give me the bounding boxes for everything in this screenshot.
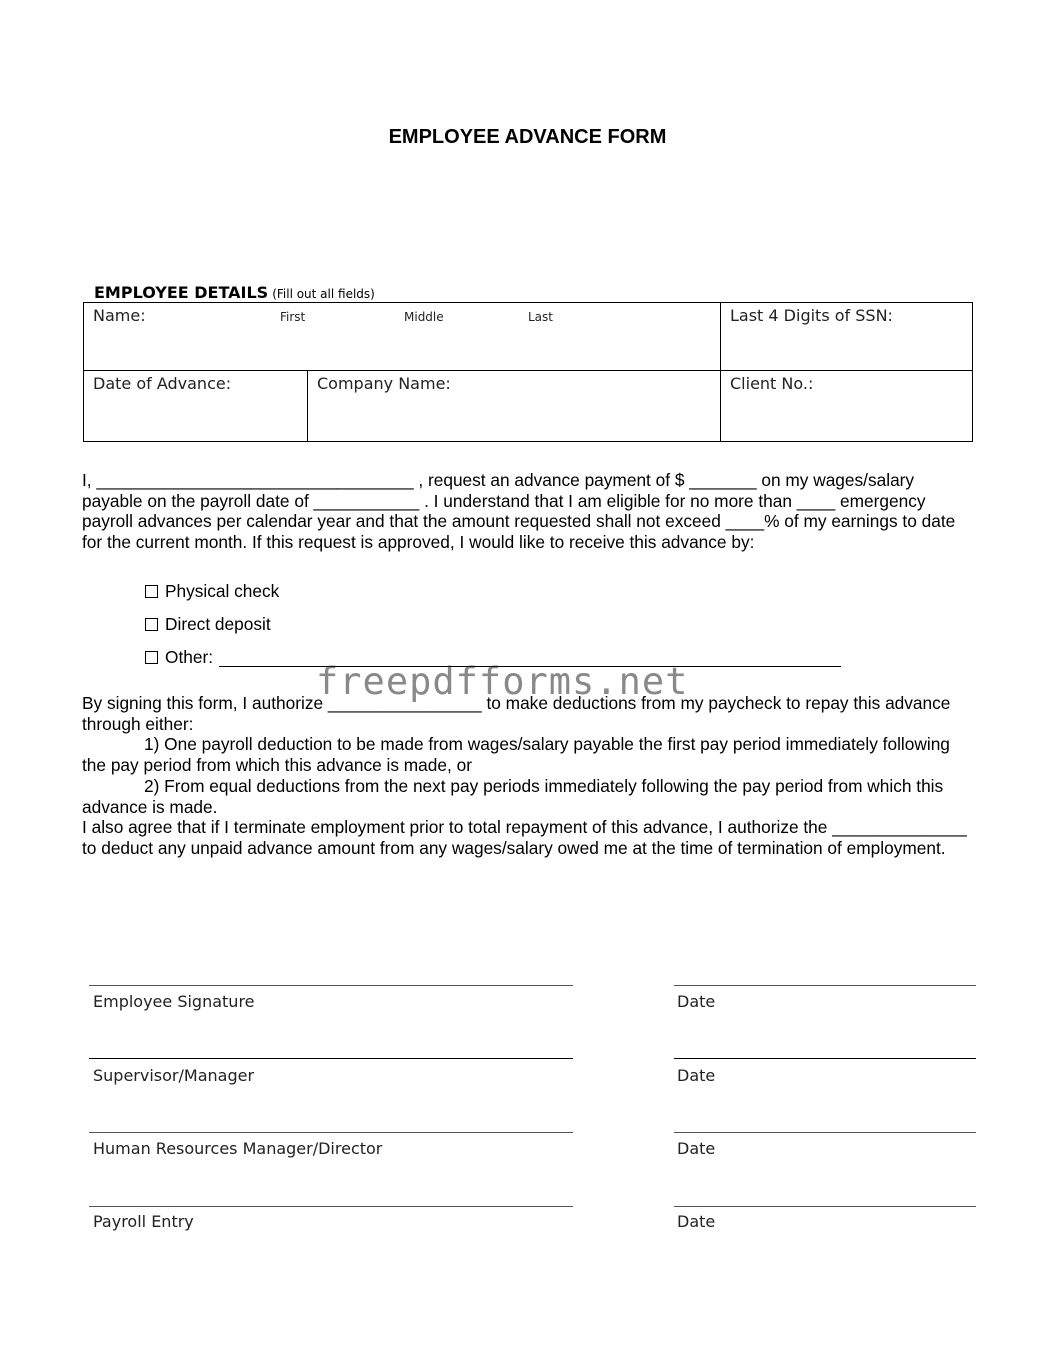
- authorization-paragraph: [82, 693, 972, 859]
- authorization-intro: By signing this form, I authorize ________________ to make deductions from my paycheck to repay this advance through either:: [82, 693, 951, 734]
- checkbox-icon[interactable]: [145, 651, 158, 664]
- hr-signature-line[interactable]: [89, 1132, 573, 1133]
- employee-details-table: [83, 302, 973, 442]
- ssn-field[interactable]: [721, 303, 973, 371]
- payroll-entry-label: Payroll Entry: [93, 1212, 194, 1231]
- company-name-field[interactable]: [308, 371, 721, 442]
- middle-name-label: Middle: [404, 310, 444, 324]
- name-label: Name:: [93, 306, 146, 325]
- name-field[interactable]: [84, 303, 721, 371]
- company-name-label: Company Name:: [317, 374, 451, 393]
- option-label: Physical check: [165, 581, 280, 601]
- request-text: I, _________________________________ , request an advance payment of $ _______ on my wages/salary payable on the payroll date of ___________ . I understand that I am eligible for no more than ____ emergency payroll advances per calendar year and that the amount requested shall not exceed ____% of my earnings to date for the current month. If this request is approved, I would like to receive this advance by:: [82, 470, 956, 553]
- option-label: Direct deposit: [165, 614, 271, 634]
- hr-date-line[interactable]: [674, 1132, 976, 1133]
- watermark: freepdfforms.net: [316, 660, 689, 703]
- last-name-label: Last: [528, 310, 553, 324]
- payroll-date-line[interactable]: [674, 1206, 976, 1207]
- date-of-advance-field[interactable]: [84, 371, 308, 442]
- supervisor-date-label: Date: [677, 1066, 716, 1085]
- client-number-field[interactable]: [721, 371, 973, 442]
- supervisor-signature-line[interactable]: [89, 1058, 573, 1059]
- checkbox-icon[interactable]: [145, 618, 158, 631]
- option-direct-deposit[interactable]: [145, 614, 271, 635]
- employee-date-line[interactable]: [674, 985, 976, 986]
- supervisor-signature-label: Supervisor/Manager: [93, 1066, 255, 1085]
- hr-date-label: Date: [677, 1139, 716, 1158]
- checkbox-icon[interactable]: [145, 585, 158, 598]
- deduction-option-1: 1) One payroll deduction to be made from wages/salary payable the first pay period immediately following: [144, 734, 950, 755]
- payroll-date-label: Date: [677, 1212, 716, 1231]
- deduction-option-2-cont: advance is made.: [82, 796, 218, 817]
- deduction-option-2: 2) From equal deductions from the next pay periods immediately following the pay period from which this: [144, 775, 944, 796]
- section-note: (Fill out all fields): [272, 287, 375, 301]
- supervisor-date-line[interactable]: [674, 1058, 976, 1059]
- request-paragraph: [82, 470, 972, 553]
- employee-details-heading: [94, 283, 375, 302]
- hr-signature-label: Human Resources Manager/Director: [93, 1139, 383, 1158]
- employee-signature-label: Employee Signature: [93, 992, 255, 1011]
- form-title: EMPLOYEE ADVANCE FORM: [388, 126, 667, 148]
- option-label: Other:: [165, 647, 214, 667]
- section-title: EMPLOYEE DETAILS: [94, 283, 269, 302]
- first-name-label: First: [280, 310, 306, 324]
- employee-date-label: Date: [677, 992, 716, 1011]
- option-physical-check[interactable]: [145, 581, 279, 602]
- ssn-label: Last 4 Digits of SSN:: [730, 306, 893, 325]
- deduction-option-1-cont: the pay period from which this advance is made, or: [82, 755, 472, 776]
- employee-signature-line[interactable]: [89, 985, 573, 986]
- date-of-advance-label: Date of Advance:: [93, 374, 232, 393]
- payroll-signature-line[interactable]: [89, 1206, 573, 1207]
- termination-clause: I also agree that if I terminate employment prior to total repayment of this advance, I authorize the ______________ to deduct any unpaid advance amount from any wages/salary owed me at the time of termination of employment.: [82, 817, 967, 858]
- client-number-label: Client No.:: [730, 374, 814, 393]
